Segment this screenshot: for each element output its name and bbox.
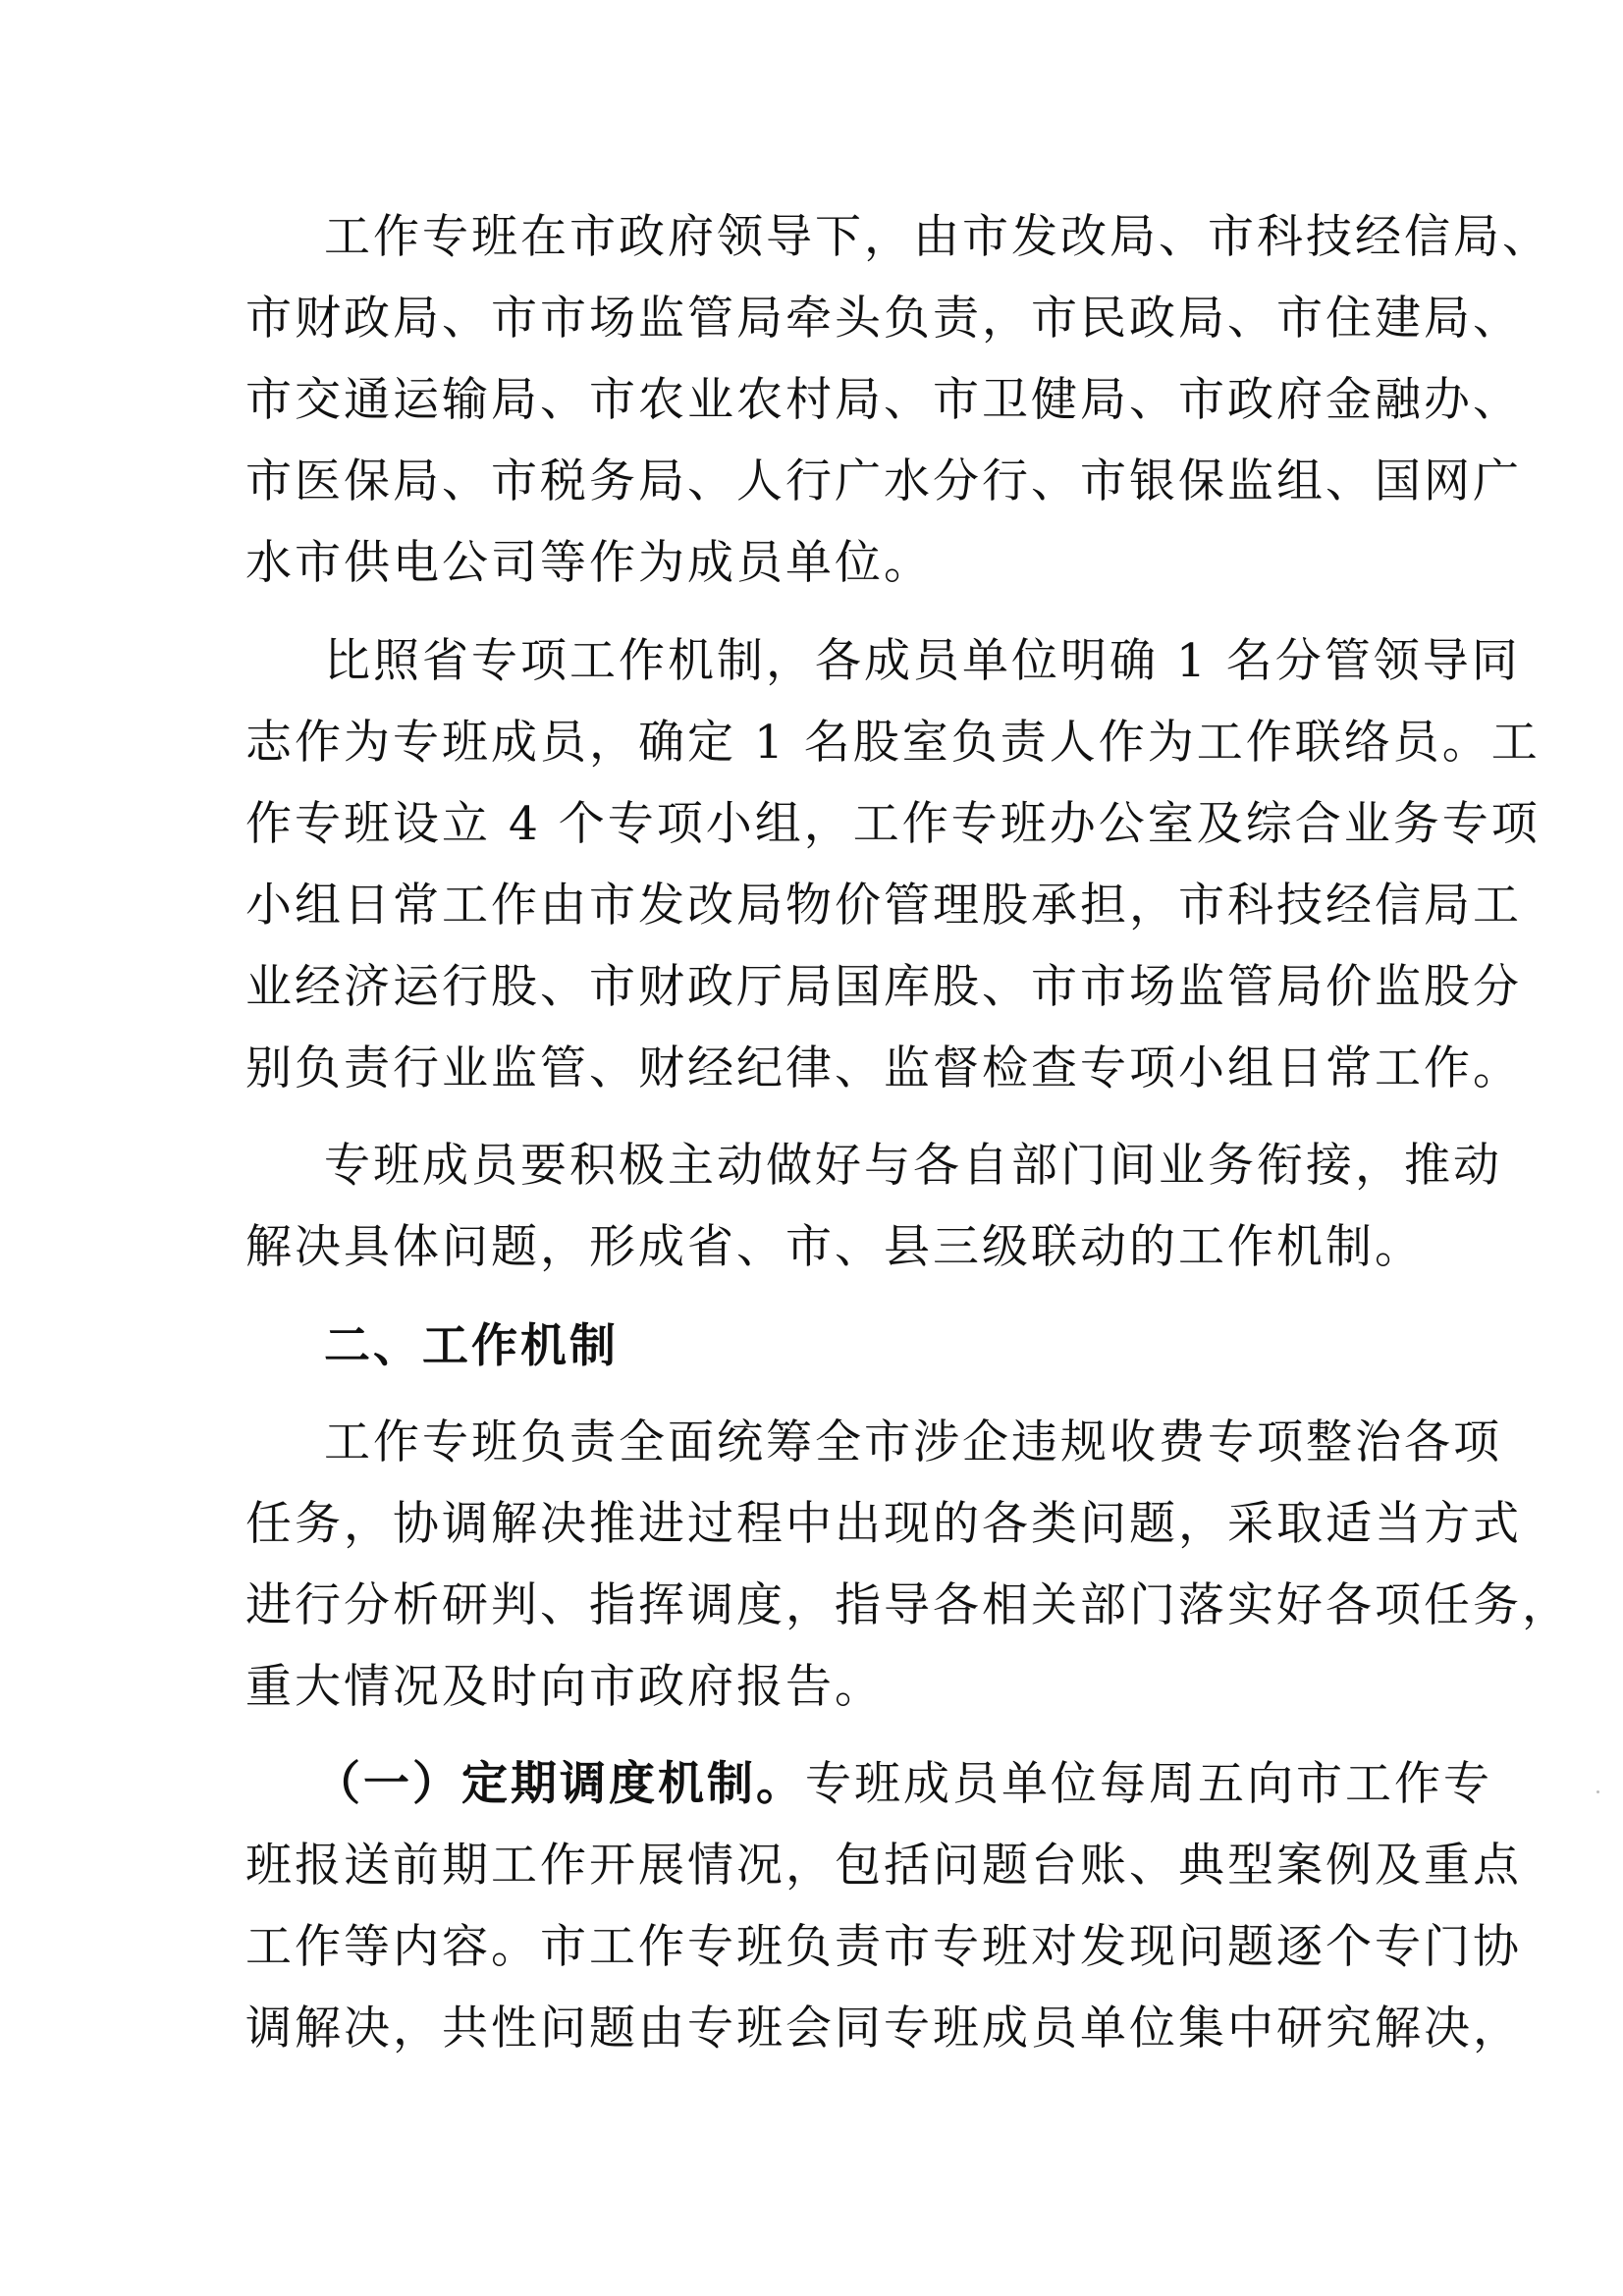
paragraph-2-line-5: 业经济运行股、市财政厅局国库股、市市场监管局价监股分 [245,960,1522,1014]
paragraph-5-bold-lead: （一）定期调度机制。 [314,1757,805,1811]
paragraph-2-line-1: 比照省专项工作机制，各成员单位明确 1 名分管领导同 [324,634,1521,688]
paragraph-5-lead-rest: 专班成员单位每周五向市工作专 [805,1757,1492,1811]
paragraph-4-line-4: 重大情况及时向市政府报告。 [245,1660,884,1714]
paragraph-4-line-1: 工作专班负责全面统筹全市涉企违规收费专项整治各项 [324,1415,1502,1469]
scan-speck [1596,1790,1599,1793]
paragraph-1-line-5: 水市供电公司等作为成员单位。 [245,536,933,590]
paragraph-4-line-3: 进行分析研判、指挥调度，指导各相关部门落实好各项任务， [245,1578,1571,1632]
paragraph-3-line-2: 解决具体问题，形成省、市、县三级联动的工作机制。 [245,1220,1424,1274]
paragraph-1-line-2: 市财政局、市市场监管局牵头负责，市民政局、市住建局、 [245,292,1522,346]
paragraph-5-line-1 [314,1755,1492,1814]
paragraph-1-line-3: 市交通运输局、市农业农村局、市卫健局、市政府金融办、 [245,373,1522,427]
paragraph-3-line-1: 专班成员要积极主动做好与各自部门间业务衔接，推动 [324,1139,1502,1193]
paragraph-4-line-2: 任务，协调解决推进过程中出现的各类问题，采取适当方式 [245,1497,1522,1551]
paragraph-5-line-2: 班报送前期工作开展情况，包括问题台账、典型案例及重点 [245,1839,1522,1893]
paragraph-2-line-4: 小组日常工作由市发改局物价管理股承担，市科技经信局工 [245,879,1522,933]
paragraph-2-line-3: 作专班设立 4 个专项小组，工作专班办公室及综合业务专项 [245,797,1541,851]
paragraph-5-line-4: 调解决，共性问题由专班会同专班成员单位集中研究解决， [245,2002,1522,2056]
paragraph-2-line-2: 志作为专班成员，确定 1 名股室负责人作为工作联络员。工 [245,716,1541,770]
paragraph-2-line-6: 别负责行业监管、财经纪律、监督检查专项小组日常工作。 [245,1041,1522,1095]
paragraph-1-line-4: 市医保局、市税务局、人行广水分行、市银保监组、国网广 [245,454,1522,508]
paragraph-5-line-3: 工作等内容。市工作专班负责市专班对发现问题逐个专门协 [245,1920,1522,1974]
section-heading: 二、工作机制 [324,1319,619,1373]
paragraph-1-line-1: 工作专班在市政府领导下，由市发改局、市科技经信局、 [324,210,1551,264]
